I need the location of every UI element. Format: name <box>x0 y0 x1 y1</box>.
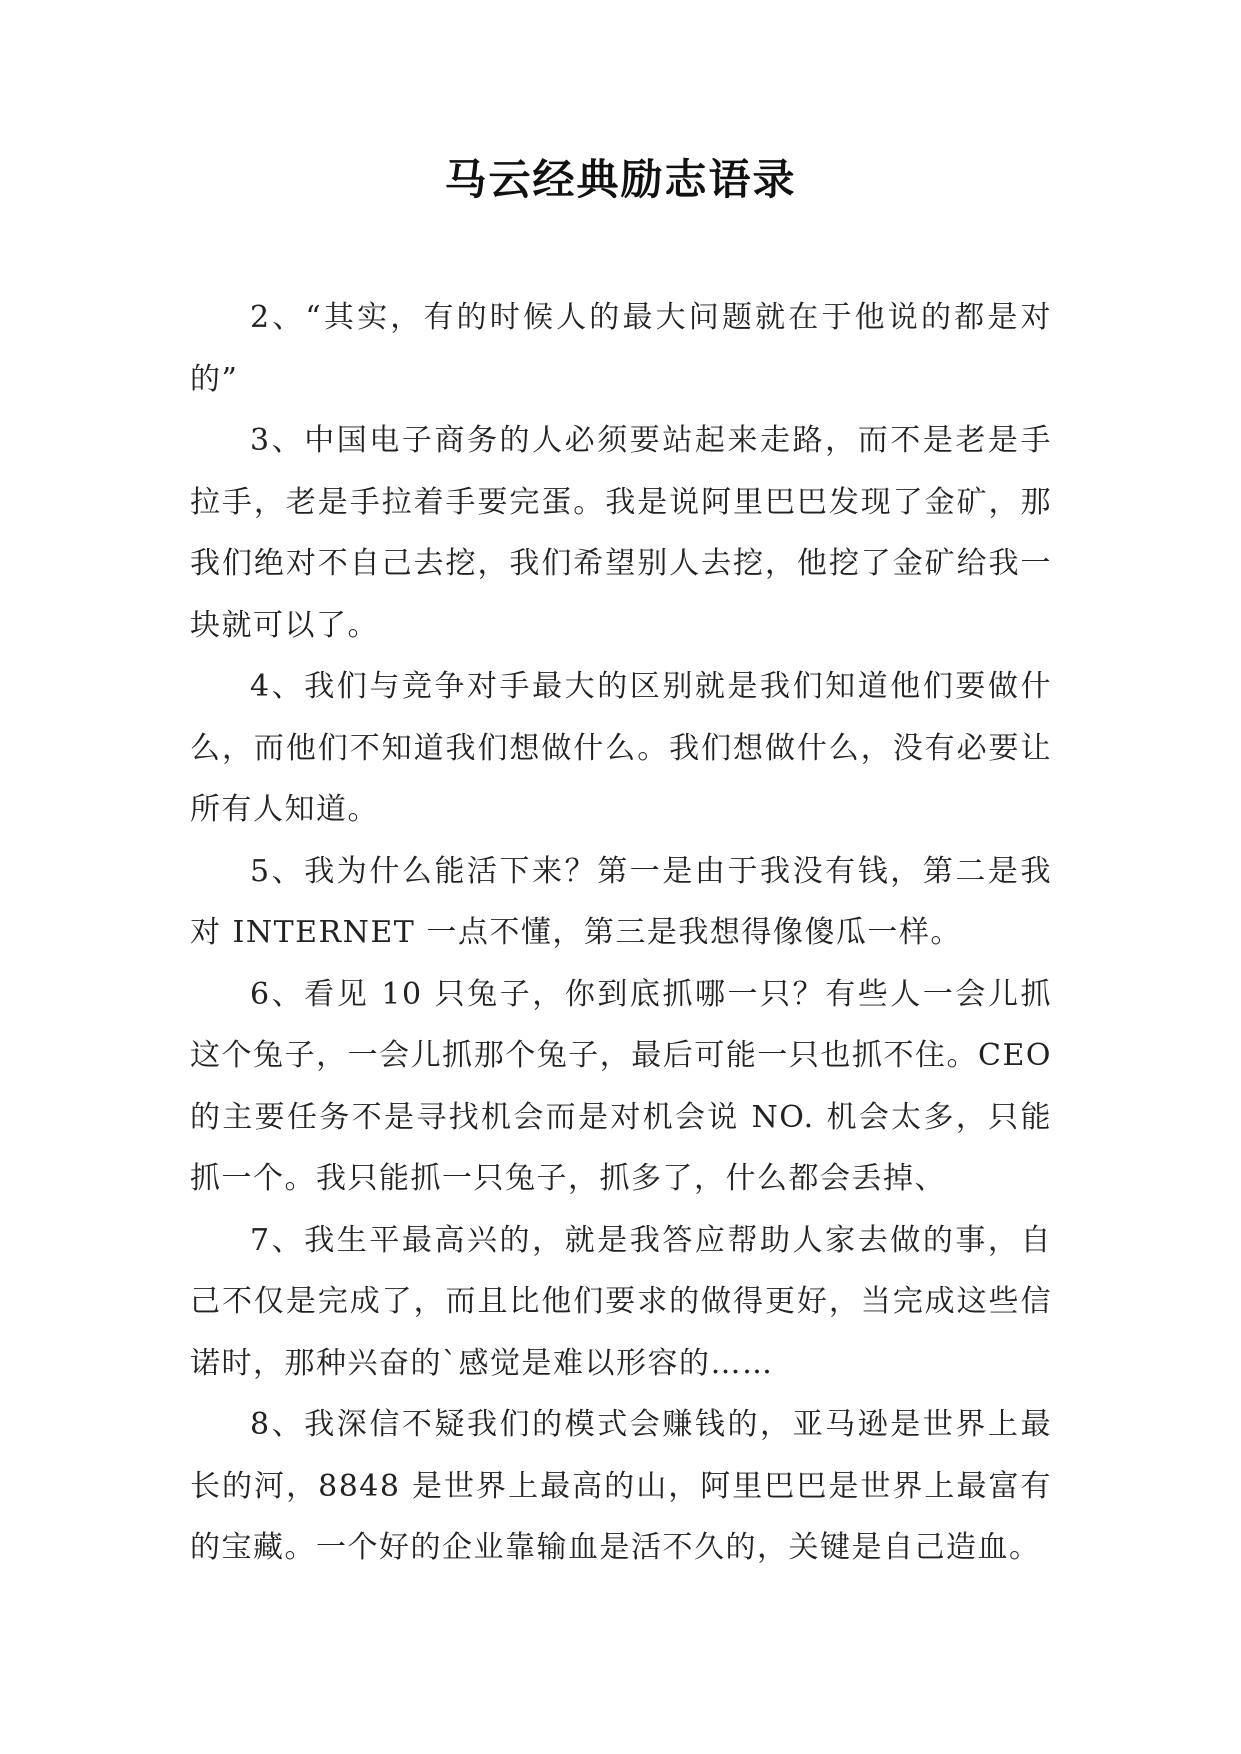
paragraph-5: 5、我为什么能活下来？第一是由于我没有钱，第二是我对 INTERNET 一点不懂，第三是我想得像傻瓜一样。 <box>190 853 1052 950</box>
paragraph-4: 4、我们与竞争对手最大的区别就是我们知道他们要做什么，而他们不知道我们想做什么。我们想做什么，没有必要让所有人知道。 <box>190 669 1052 827</box>
paragraph-2: 2、“其实，有的时候人的最大问题就在于他说的都是对的” <box>190 300 1052 397</box>
paragraph-8: 8、我深信不疑我们的模式会赚钱的，亚马逊是世界上最长的河，8848 是世界上最高的山，阿里巴巴是世界上最富有的宝藏。一个好的企业靠输血是活不久的，关键是自己造血。 <box>190 1407 1052 1565</box>
paragraph-3: 3、中国电子商务的人必须要站起来走路，而不是老是手拉手，老是手拉着手要完蛋。我是说阿里巴巴发现了金矿，那我们绝对不自己去挖，我们希望别人去挖，他挖了金矿给我一块就可以了。 <box>190 423 1052 643</box>
document-title: 马云经典励志语录 <box>444 155 797 204</box>
document-body <box>190 287 1052 1579</box>
paragraph-6: 6、看见 10 只兔子，你到底抓哪一只？有些人一会儿抓这个兔子，一会儿抓那个兔子，最后可能一只也抓不住。CEO 的主要任务不是寻找机会而是对机会说 NO. 机会太多，只能抓一个。我只能抓一只兔子，抓多了，什么都会丢掉、 <box>190 976 1052 1196</box>
paragraph-7: 7、我生平最高兴的，就是我答应帮助人家去做的事，自己不仅是完成了，而且比他们要求的做得更好，当完成这些信诺时，那种兴奋的`感觉是难以形容的…… <box>190 1222 1052 1381</box>
